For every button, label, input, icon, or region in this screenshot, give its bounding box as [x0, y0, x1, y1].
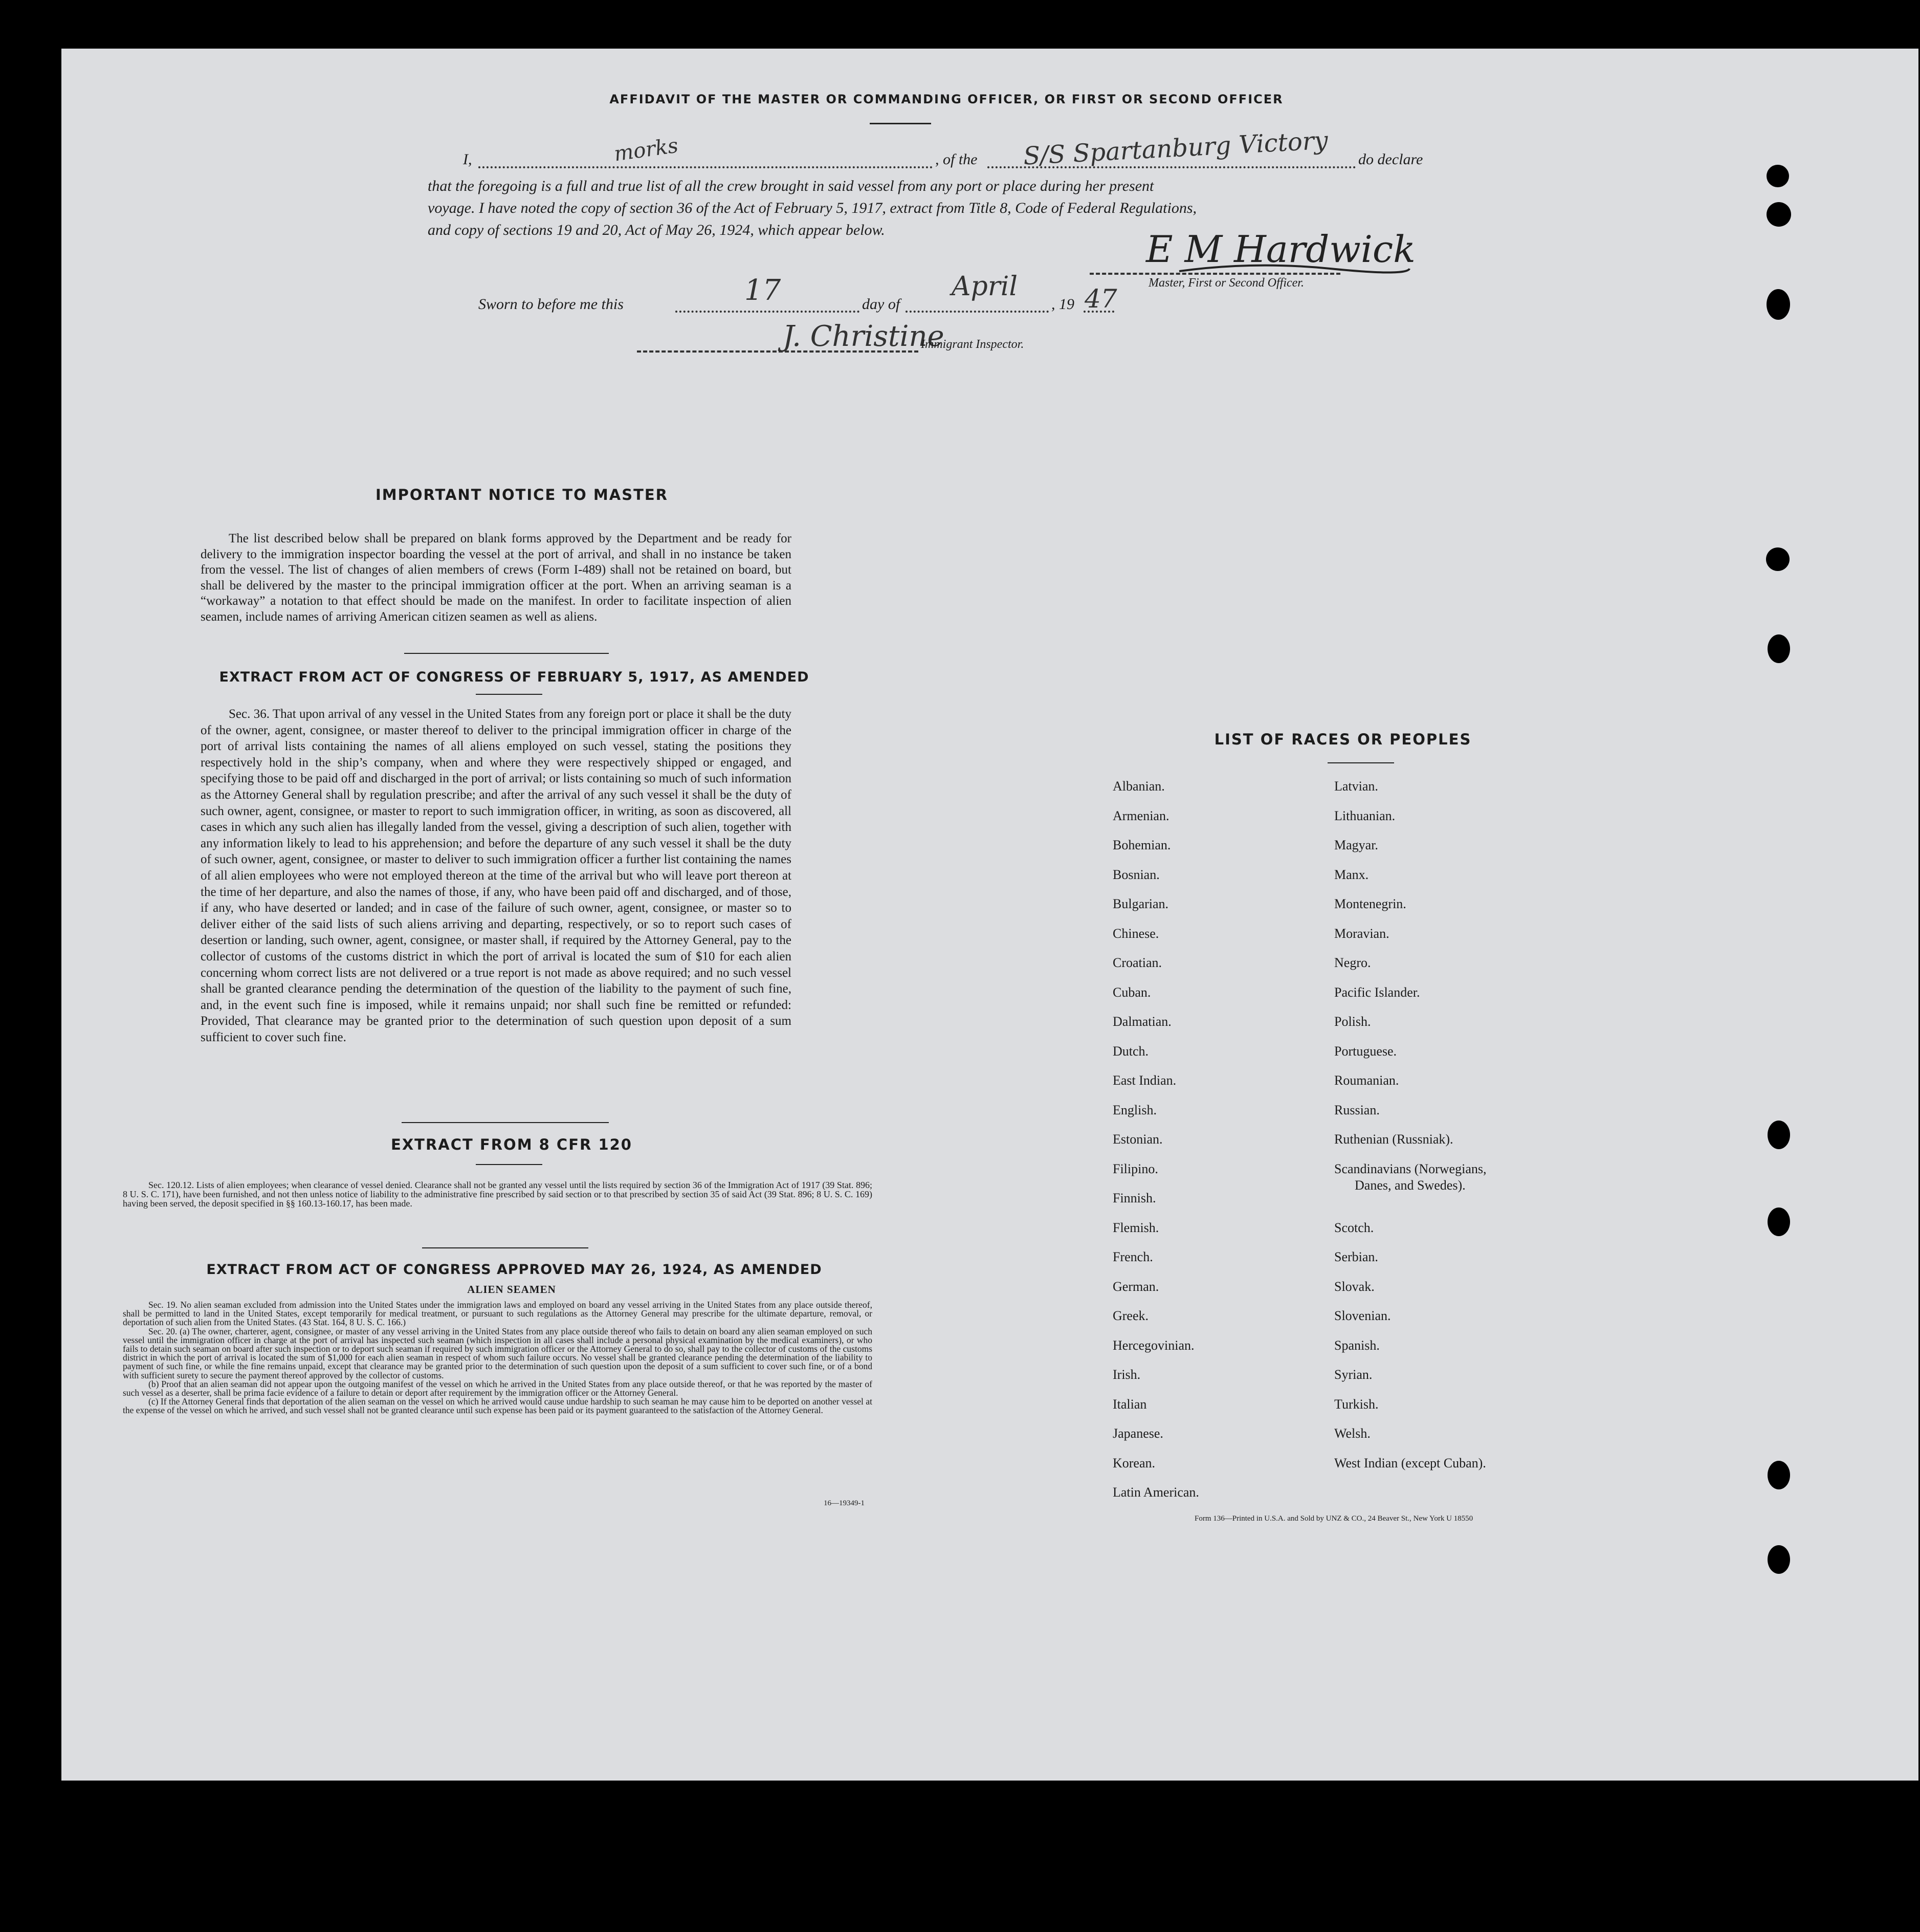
race-item: Moravian. [1334, 926, 1389, 941]
extract-1924-body [123, 1301, 872, 1415]
notice-paragraph: The list described below shall be prepared on blank forms approved by the Department and be ready for delivery to the immigration inspector boarding the vessel at the port of arrival, and shall in no instance be taken from the vessel. The list of changes of alien members of crews (Form I-489) shall not be retained on board, but shall be delivered by the master to the principal immigration officer at the port. When an arriving seaman is a “workaway” a notation to that effect should be made on the manifest. In order to facilitate inspection of alien seamen, include names of arriving American citizen seamen as well as aliens. [201, 532, 791, 624]
extract-1924-subtitle: ALIEN SEAMEN [467, 1283, 556, 1296]
affidavit-line-3: voyage. I have noted the copy of section 36 of the Act of February 5, 1917, extract from Title 8, Code of Federal Regulations, [428, 200, 1197, 216]
race-item: Hercegovinian. [1113, 1337, 1195, 1353]
race-item: Cuban. [1113, 984, 1151, 1000]
punch-hole [1768, 634, 1790, 663]
sworn-label: Sworn to before me this [478, 296, 624, 313]
race-item: Portuguese. [1334, 1043, 1397, 1059]
sec-19-paragraph: Sec. 19. No alien seaman excluded from admission into the United States under the immigration laws and employed on board any vessel arriving in the United States from any place outside thereof, shall be permitted to land in the United States, except temporarily for medical treatment, or pursuant to such regulations as the Attorney General may prescribe for the ultimate departure, removal, or deportation of such alien from the United States. (43 Stat. 164, 8 U. S. C. 166.) [123, 1300, 872, 1328]
punch-hole [1768, 1121, 1790, 1149]
race-item: Japanese. [1113, 1426, 1163, 1441]
punch-hole [1767, 289, 1790, 320]
year-prefix: , 19 [1051, 296, 1074, 313]
punch-hole [1768, 1461, 1790, 1489]
race-item: Finnish. [1113, 1191, 1156, 1205]
extract-cfr-body [123, 1180, 872, 1208]
race-item: Filipino. [1113, 1161, 1158, 1176]
inspector-caption: Immigrant Inspector. [921, 338, 1024, 351]
race-item: Irish. [1113, 1367, 1141, 1382]
race-item: Negro. [1334, 955, 1371, 970]
race-item: Slovak. [1334, 1279, 1375, 1294]
race-item: Bosnian. [1113, 867, 1160, 882]
race-item: Spanish. [1334, 1337, 1380, 1353]
punch-hole [1768, 1545, 1790, 1574]
race-item: Croatian. [1113, 955, 1162, 970]
race-item: Turkish. [1334, 1396, 1379, 1412]
master-signature: E M Hardwick [1146, 228, 1416, 271]
handwritten-month: April [952, 271, 1018, 302]
sec-20b-paragraph: (b) Proof that an alien seaman did not appear upon the outgoing manifest of the vessel on which he arrived in the United States from any place outside thereof, or that he was reported by the master of such vessel as a deserter, shall be prima facie evidence of a failure to detain or deport after requirement by the immigration officer or the Attorney General. [123, 1378, 872, 1398]
race-item: Montenegrin. [1334, 896, 1406, 911]
race-item: Slovenian. [1334, 1308, 1391, 1323]
punch-hole [1767, 202, 1791, 227]
race-item: Korean. [1113, 1455, 1156, 1470]
race-item: Scandinavians (Norwegians, [1334, 1161, 1487, 1176]
race-item: West Indian (except Cuban). [1334, 1455, 1486, 1470]
extract-1924-title: EXTRACT FROM ACT OF CONGRESS APPROVED MAY 26, 1924, AS AMENDED [206, 1262, 822, 1278]
sec-36-paragraph: Sec. 36. That upon arrival of any vessel in the United States from any foreign port or place it shall be the duty of the owner, agent, consignee, or master thereof to deliver to the principal immigration officer in charge of the port of arrival lists containing the names of all aliens employed on such vessel, stating the positions they respectively hold in the ship’s company, when and where they were respectively shipped or engaged, and specifying those to be paid off and discharged in the port of arrival; or lists containing so much of such information as the Attorney General shall by regulation prescribe; and after the arrival of any such vessel it shall be the duty of such owner, agent, consignee, or master to report to such immigration officer, in writing, as soon as discovered, all cases in which any such alien has illegally landed from the vessel, giving a description of such alien, together with any information likely to lead to his apprehension; and before the departure of any such vessel it shall be the duty of such owner, agent, consignee, or master to deliver to such immigration officer a further list containing the names of all alien employees who were not employed thereon at the time of the arrival but who will leave port thereon at the time of her departure, and also the names of those, if any, who have been paid off and discharged, and of those, if any, who have deserted or landed; and in case of the failure of such owner, agent, consignee, or master so to deliver either of the said lists of such aliens arriving and departing, respectively, or so to report such cases of desertion or landing, such owner, agent, consignee, or master shall, if required by the Attorney General, pay to the collector of customs of the customs district in which the port of arrival is located the sum of $10 for each alien concerning whom correct lists are not delivered or a true report is not made as above required; and no such vessel shall be granted clearance pending the determination of the question of the liability to the payment of such fine, and, in the event such fine is imposed, while it remains unpaid; nor shall such fine be remitted or refunded: Provided, That clearance may be granted prior to the determination of such question upon deposit of a sum sufficient to cover such fine. [201, 707, 791, 1044]
punch-hole [1766, 547, 1790, 571]
race-item: Latvian. [1334, 779, 1378, 794]
affidavit-line-2: that the foregoing is a full and true list of all the crew brought in said vessel from any port or place during her present [428, 178, 1154, 194]
race-item: Manx. [1334, 867, 1369, 882]
day-of-label: day of [862, 296, 900, 313]
month-blank [906, 311, 1049, 313]
handwritten-day: 17 [744, 274, 781, 307]
race-item: Greek. [1113, 1308, 1149, 1323]
race-item: Polish. [1334, 1014, 1371, 1029]
race-item: Danes, and Swedes). [1355, 1177, 1466, 1193]
race-item: Dalmatian. [1113, 1014, 1172, 1029]
footer-imprint: Form 136—Printed in U.S.A. and Sold by UNZ & CO., 24 Beaver St., New York U 18550 [1195, 1514, 1473, 1523]
master-caption: Master, First or Second Officer. [1149, 276, 1304, 290]
race-item: Serbian. [1334, 1249, 1378, 1264]
divider [870, 123, 931, 124]
divider [422, 1247, 588, 1248]
race-item: Armenian. [1113, 808, 1169, 823]
extract-1917-title: EXTRACT FROM ACT OF CONGRESS OF FEBRUARY 5, 1917, AS AMENDED [219, 669, 809, 685]
races-column-1 [1113, 779, 1307, 1514]
affidavit-line-4: and copy of sections 19 and 20, Act of May 26, 1924, which appear below. [428, 222, 885, 238]
race-item: Roumanian. [1334, 1073, 1399, 1088]
race-item: Syrian. [1334, 1367, 1373, 1382]
race-item: Scotch. [1334, 1220, 1374, 1235]
races-column-2 [1334, 779, 1590, 1485]
divider [1328, 762, 1394, 763]
punch-hole [1768, 1208, 1790, 1236]
extract-cfr-title: EXTRACT FROM 8 CFR 120 [391, 1136, 632, 1153]
race-item: Bulgarian. [1113, 896, 1169, 911]
punch-hole [1767, 165, 1789, 187]
notice-title: IMPORTANT NOTICE TO MASTER [375, 486, 669, 503]
divider [476, 694, 542, 695]
race-item: Estonian. [1113, 1132, 1163, 1147]
race-item: East Indian. [1113, 1073, 1177, 1088]
race-item: Flemish. [1113, 1220, 1159, 1235]
handwritten-name: morks [612, 134, 680, 166]
race-item: Ruthenian (Russniak). [1334, 1132, 1453, 1147]
race-item: Latin American. [1113, 1485, 1199, 1500]
name-blank [478, 166, 933, 168]
affidavit-i-label: I, [463, 151, 472, 168]
race-item: Italian [1113, 1396, 1147, 1412]
handwritten-vessel: S/S Spartanburg Victory [1022, 126, 1329, 171]
race-item: Pacific Islander. [1334, 984, 1420, 1000]
race-item: Albanian. [1113, 779, 1165, 794]
affidavit-do-declare: do declare [1358, 151, 1423, 168]
inspector-line [637, 350, 918, 353]
race-item: Magyar. [1334, 838, 1378, 852]
race-item: Russian. [1334, 1102, 1380, 1117]
sec-120-12-paragraph: Sec. 120.12. Lists of alien employees; when clearance of vessel denied. Clearance shall not be granted any vessel until the lists required by section 36 of the Immigration Act of 1917 (39 Stat. 896; 8 U. S. C. 171), have been furnished, and not then unless notice of liability to the administrative fine prescribed by said section or to that prescribed by section 35 of said Act (39 Stat. 896; 8 U. S. C. 169) having been served, the deposit specified in §§ 160.13-160.17, has been made. [123, 1180, 872, 1209]
race-item: Chinese. [1113, 926, 1159, 941]
race-item: English. [1113, 1102, 1157, 1117]
form-code: 16—19349-1 [824, 1499, 865, 1507]
divider [402, 1122, 609, 1123]
races-title: LIST OF RACES OR PEOPLES [1214, 731, 1472, 748]
sec-20c-paragraph: (c) If the Attorney General finds that deportation of the alien seaman on the vessel on which he arrived would cause undue hardship to such seaman he may cause him to be deported on another vessel at the expense of the vessel on which he arrived, and such vessel shall not be granted clearance until such expense has been paid or its payment guaranteed to the satisfaction of the Attorney General. [123, 1396, 872, 1416]
handwritten-year: 47 [1085, 284, 1117, 314]
notice-body [201, 531, 791, 625]
inspector-signature: J. Christine [783, 320, 944, 353]
sec-20a-paragraph: Sec. 20. (a) The owner, charterer, agent, consignee, or master of any vessel arriving in the United States from any place outside thereof who fails to detain on board any alien seaman employed on such vessel until the immigration officer in charge at the port of arrival has inspected such seaman (which inspection in all cases shall include a personal physical examination by the medical examiners), or who fails to detain such seaman on board after such inspection or to deport such seaman if required by such immigration officer or the Attorney General to do so, shall pay to the collector of customs of the customs district in which the port of arrival is located the sum of $1,000 for each alien seaman in respect of whom such failure occurs. No vessel shall be granted clearance pending the determination of the liability to payment of such fine, or while the fine remains unpaid, except that clearance may be granted prior to the determination of such question upon the deposit of a sum sufficient to cover such fine, or of a bond with sufficient surety to secure the payment thereof approved by the collector of customs. [123, 1326, 872, 1380]
divider [404, 653, 609, 654]
extract-1917-body [201, 706, 791, 1045]
affidavit-title: AFFIDAVIT OF THE MASTER OR COMMANDING OFFICER, OR FIRST OR SECOND OFFICER [609, 92, 1284, 106]
day-blank [675, 311, 859, 313]
race-item: German. [1113, 1279, 1159, 1294]
race-item: Bohemian. [1113, 838, 1171, 852]
divider [476, 1164, 542, 1165]
race-item: Lithuanian. [1334, 808, 1396, 823]
affidavit-of-the: , of the [935, 151, 978, 168]
race-item: Welsh. [1334, 1426, 1371, 1441]
master-signature-line [1090, 273, 1340, 275]
race-item: French. [1113, 1249, 1153, 1264]
race-item: Dutch. [1113, 1043, 1149, 1059]
